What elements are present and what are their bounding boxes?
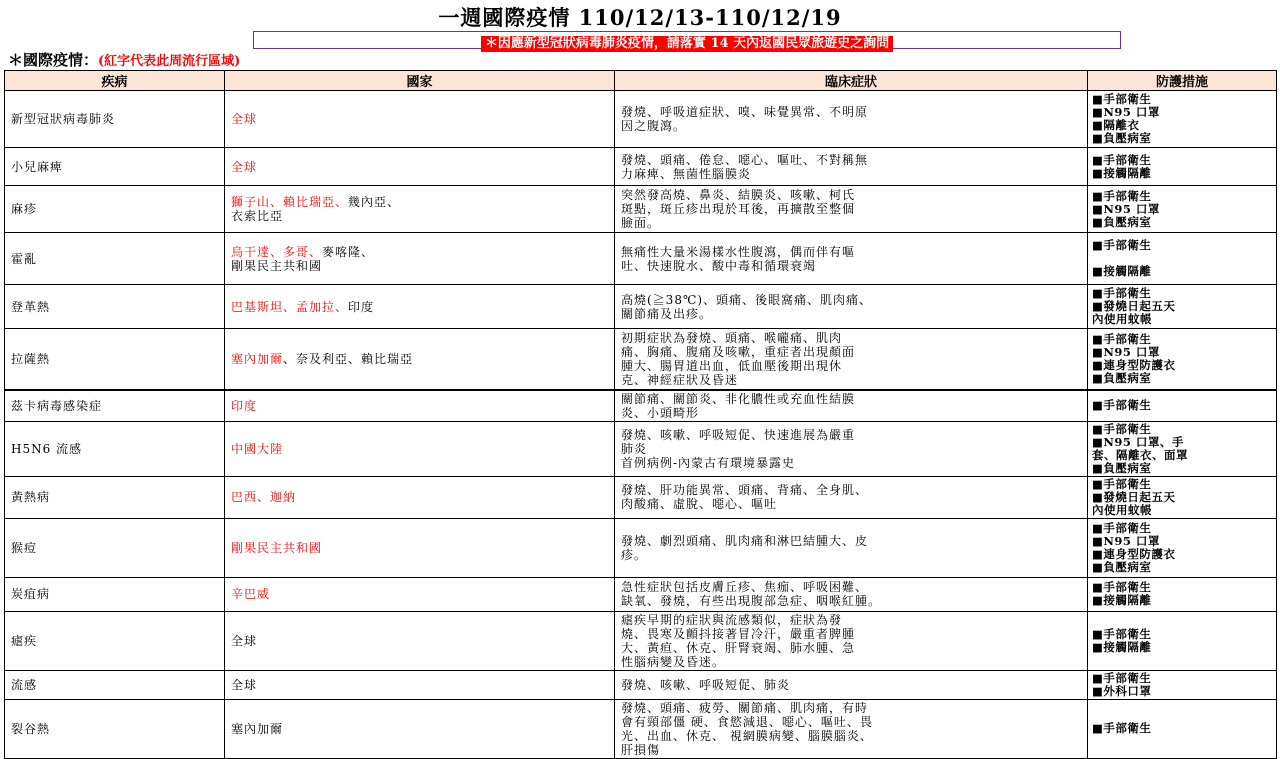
- protection-cell: ■手部衛生 ■N95 口罩 ■負壓病室: [1088, 186, 1277, 233]
- header-symptoms: 臨床症狀: [615, 71, 1088, 91]
- country-cell: [225, 421, 615, 476]
- disease-cell: 黃熱病: [5, 476, 225, 518]
- country-cell: [225, 233, 615, 285]
- table-row: [5, 476, 1277, 518]
- country-red: 巴西、迦納: [231, 490, 297, 504]
- symptoms-cell: 關節痛、關節炎、非化膿性或充血性結膜 炎、小頭畸形: [615, 390, 1088, 422]
- country-cell: [225, 390, 615, 422]
- country-cell: [225, 476, 615, 518]
- country-cell: [225, 186, 615, 233]
- subtitle-label: ＊國際疫情：: [8, 51, 99, 69]
- symptoms-cell: 突然發高燒、鼻炎、結膜炎、咳嗽、柯氏 斑點，斑丘疹出現於耳後，再擴散至整個 臉面。: [615, 186, 1088, 233]
- table-row: [5, 670, 1277, 699]
- page-title: 一週國際疫情 110/12/13-110/12/19: [438, 5, 842, 30]
- table-row: [5, 91, 1277, 148]
- header-country: 國家: [225, 71, 615, 91]
- country-cell: [225, 670, 615, 699]
- subtitle-note: (紅字代表此周流行區域): [98, 54, 241, 69]
- symptoms-cell: 發燒、肝功能異常、頭痛、背痛、全身肌、 肉酸痛、虛脫、噁心、嘔吐: [615, 476, 1088, 518]
- country-red: 辛巴威: [231, 587, 271, 601]
- country-red: 中國大陸: [231, 441, 284, 456]
- country-cell: [225, 285, 615, 329]
- country-red: 全球: [231, 112, 258, 126]
- disease-cell: 霍亂: [5, 233, 225, 285]
- symptoms-cell: 發燒、呼吸道症狀、嗅、味覺異常、不明原 因之腹瀉。: [615, 91, 1088, 148]
- protection-cell: ■手部衛生 ■接觸隔離: [1088, 611, 1277, 670]
- country-red: 烏干達、多哥、: [231, 244, 323, 259]
- symptoms-cell: 無痛性大量米湯樣水性腹瀉，偶而伴有嘔 吐、快速脫水、酸中毒和循環衰竭: [615, 233, 1088, 285]
- protection-cell: ■手部衛生 ■N95 口罩 ■隔離衣 ■負壓病室: [1088, 91, 1277, 148]
- symptoms-cell: 高燒(≧38℃)、頭痛、後眼窩痛、肌肉痛、 關節痛及出疹。: [615, 285, 1088, 329]
- country-red: 剛果民主共和國: [231, 540, 323, 555]
- disease-cell: 新型冠狀病毒肺炎: [5, 91, 225, 148]
- symptoms-cell: 發燒、咳嗽、呼吸短促、肺炎: [615, 670, 1088, 699]
- protection-cell: ■手部衛生 ■接觸隔離: [1088, 233, 1277, 285]
- epidemic-table: [4, 70, 1277, 759]
- disease-cell: 登革熱: [5, 285, 225, 329]
- disease-cell: 麻疹: [5, 186, 225, 233]
- protection-cell: ■手部衛生 ■N95 口罩、手 套、隔離衣、面罩 ■負壓病室: [1088, 421, 1277, 476]
- disease-cell: 茲卡病毒感染症: [5, 390, 225, 422]
- protection-cell: ■手部衛生 ■外科口罩: [1088, 670, 1277, 699]
- country-cell: [225, 91, 615, 148]
- protection-cell: ■手部衛生 ■接觸隔離: [1088, 577, 1277, 611]
- notice-text: ＊因應新型冠狀病毒肺炎疫情，請落實 14 天內返國民眾旅遊史之詢問: [481, 36, 893, 52]
- country-cell: [225, 329, 615, 390]
- country-black: 全球: [231, 677, 258, 692]
- disease-cell: 裂谷熱: [5, 699, 225, 758]
- table-row: [5, 518, 1277, 577]
- symptoms-cell: 瘧疾早期的症狀與流感類似，症狀為發 燒、畏寒及顫抖接著冒冷汗，嚴重者脾腫 大、黃疸、休克、肝腎衰竭、肺水腫、急 性腦病變及昏迷。: [615, 611, 1088, 670]
- country-red: 印度: [231, 398, 258, 413]
- disease-cell: 小兒麻痺: [5, 148, 225, 186]
- table-row: [5, 577, 1277, 611]
- protection-cell: ■手部衛生 ■發燒日起五天 內使用蚊帳: [1088, 285, 1277, 329]
- country-cell: [225, 611, 615, 670]
- disease-cell: 瘧疾: [5, 611, 225, 670]
- country-cell: [225, 148, 615, 186]
- header-disease: 疾病: [5, 71, 225, 91]
- protection-cell: ■手部衛生 ■發燒日起五天 內使用蚊帳: [1088, 476, 1277, 518]
- country-black: 全球: [231, 633, 258, 648]
- table-row: [5, 186, 1277, 233]
- header-protection: 防護措施: [1088, 71, 1277, 91]
- country-red: 全球: [231, 159, 258, 174]
- notice-banner: [253, 31, 1121, 49]
- table-row: [5, 329, 1277, 390]
- section-subtitle: [8, 49, 240, 70]
- table-row: [5, 611, 1277, 670]
- table-row: [5, 285, 1277, 329]
- table-row: [5, 390, 1277, 422]
- disease-cell: H5N6 流感: [5, 421, 225, 476]
- symptoms-cell: 初期症狀為發燒、頭痛、喉嚨痛、肌肉 痛、胸痛、腹痛及咳嗽，重症者出現顏面 腫大、腸胃道出血，低血壓後期出現休 克、神經症狀及昏迷: [615, 329, 1088, 390]
- table-header-row: [5, 71, 1277, 91]
- country-cell: [225, 518, 615, 577]
- disease-cell: 拉薩熱: [5, 329, 225, 390]
- country-black: 塞內加爾: [231, 721, 284, 736]
- country-black: 幾內亞、 衣索比亞: [231, 195, 401, 223]
- table-row: [5, 233, 1277, 285]
- country-red: 塞內加爾: [231, 351, 284, 366]
- disease-cell: 猴痘: [5, 518, 225, 577]
- protection-cell: ■手部衛生 ■N95 口罩 ■連身型防護衣 ■負壓病室: [1088, 518, 1277, 577]
- country-red: 巴基斯坦、孟加拉、: [231, 299, 349, 314]
- symptoms-cell: 急性症狀包括皮膚丘疹、焦痂、呼吸困難、 缺氧、發燒，有些出現腹部急症、咽喉紅腫。: [615, 577, 1088, 611]
- symptoms-cell: 發燒、劇烈頭痛、肌肉痛和淋巴結腫大、皮 疹。: [615, 518, 1088, 577]
- protection-cell: ■手部衛生 ■N95 口罩 ■連身型防護衣 ■負壓病室: [1088, 329, 1277, 390]
- protection-cell: ■手部衛生: [1088, 699, 1277, 758]
- table-row: [5, 421, 1277, 476]
- disease-cell: 流感: [5, 670, 225, 699]
- table-row: [5, 148, 1277, 186]
- symptoms-cell: 發燒、咳嗽、呼吸短促、快速進展為嚴重 肺炎 首例病例-內蒙古有環境暴露史: [615, 421, 1088, 476]
- country-cell: [225, 577, 615, 611]
- symptoms-cell: 發燒、頭痛、疲勞、關節痛、肌肉痛，有時 會有頸部僵 硬、食慾減退、噁心、嘔吐、畏 光、出血、休克、 視網膜病變、腦膜腦炎、 肝損傷: [615, 699, 1088, 758]
- table-row: [5, 699, 1277, 758]
- country-black: 麥喀隆、 剛果民主共和國: [231, 244, 375, 273]
- country-cell: [225, 699, 615, 758]
- protection-cell: ■手部衛生 ■接觸隔離: [1088, 148, 1277, 186]
- protection-cell: ■手部衛生: [1088, 390, 1277, 422]
- country-red: 獅子山、賴比瑞亞、: [231, 195, 349, 209]
- country-black: 、奈及利亞、賴比瑞亞: [283, 351, 414, 366]
- disease-cell: 炭疽病: [5, 577, 225, 611]
- symptoms-cell: 發燒、頭痛、倦怠、噁心、嘔吐、不對稱無 力麻痺、無菌性腦膜炎: [615, 148, 1088, 186]
- country-black: 印度: [348, 299, 375, 314]
